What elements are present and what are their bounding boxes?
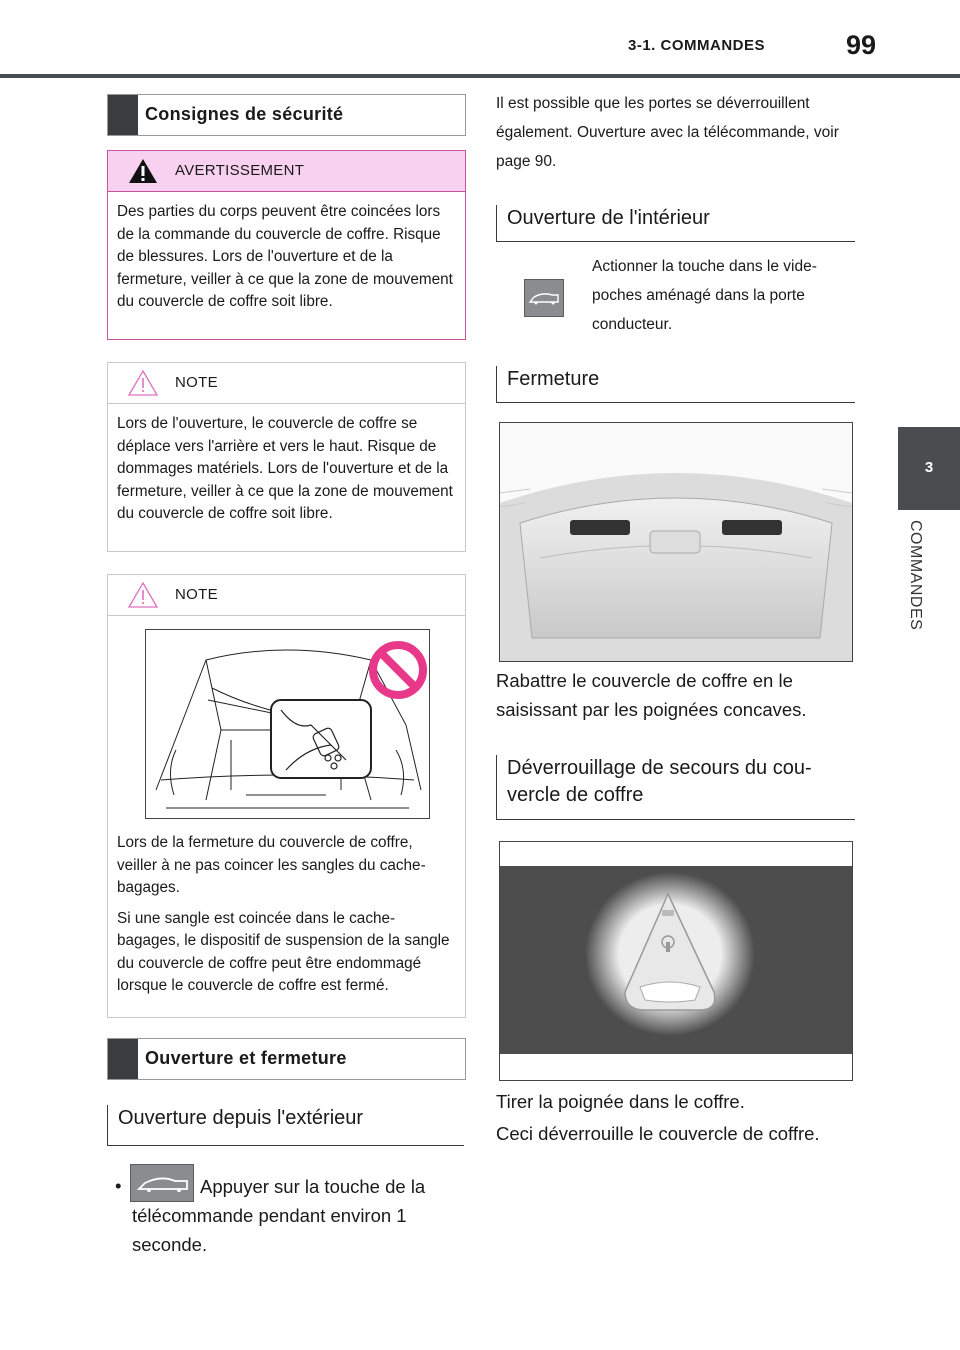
note-header <box>108 575 465 616</box>
note-box-straps <box>107 574 466 1018</box>
bullet-text: Appuyer sur la touche de la télécommande pendant environ 1 seconde. <box>132 1176 426 1255</box>
sub-heading-text: Ouverture depuis l'extérieur <box>118 1107 364 1129</box>
note-body <box>108 404 465 526</box>
section-heading-safety <box>107 94 466 136</box>
warning-body <box>108 192 465 314</box>
note-body <box>108 823 465 1006</box>
note-label: NOTE <box>175 586 218 603</box>
chapter-label: COMMANDES <box>907 520 924 631</box>
sub-heading-text: Fermeture <box>507 368 600 390</box>
note-text: Lors de l'ouverture, le couvercle de coffre se déplace vers l'arrière et vers le haut. Risque de dommages matériels. Lors de l'ouverture et de la fermeture, veiller à ce que la zone de mouvement du couvercle de coffre soit libre. <box>117 415 453 522</box>
heading-bar <box>108 1039 138 1079</box>
warning-header <box>108 151 465 192</box>
emergency-text-2: Ceci déverrouille le couvercle de coffre. <box>496 1123 820 1144</box>
sub-heading-closing <box>496 366 855 403</box>
page-number: 99 <box>846 30 877 60</box>
intro-text: Il est possible que les portes se déverrouillent également. Ouverture avec la télécommande, voir page 90. <box>496 95 839 170</box>
closing-text: Rabattre le couvercle de coffre en le saisissant par les poignées concaves. <box>496 670 807 720</box>
sub-heading-outside <box>107 1105 464 1146</box>
chapter-number: 3 <box>924 459 934 476</box>
strap-illustration <box>145 629 430 819</box>
bullet-mark: • <box>115 1175 122 1196</box>
header-rule <box>0 74 960 78</box>
trunk-lid-photo <box>499 422 853 662</box>
section-heading-open-close <box>107 1038 466 1080</box>
warning-triangle-icon <box>128 157 158 185</box>
note-text-2: Si une sangle est coincée dans le cache-bagages, le dispositif de suspension de la sangle du couvercle de coffre peut être endommagé lorsque le couvercle de coffre est fermé. <box>117 909 450 994</box>
car-trunk-icon <box>525 280 563 316</box>
note-label: NOTE <box>175 374 218 391</box>
chapter-tab[interactable] <box>898 427 960 510</box>
emergency-text-1: Tirer la poignée dans le coffre. <box>496 1091 745 1112</box>
caution-triangle-icon <box>128 581 158 609</box>
sub-heading-text: Déverrouillage de secours du couvercle de coffre <box>507 757 812 806</box>
note-text-1: Lors de la fermeture du couvercle de coffre, veiller à ne pas coincer les sangles du cache-bagages. <box>117 834 426 896</box>
trunk-lid-illustration <box>500 423 852 661</box>
sub-heading-inside <box>496 205 855 242</box>
warning-text: Des parties du corps peuvent être coincées lors de la commande du couvercle de coffre. Risque de blessures. Lors de l'ouverture et de la fermeture, veiller à ce que la zone de mouvement du couvercle de coffre soit libre. <box>117 203 453 310</box>
heading-text: Ouverture et fermeture <box>145 1048 347 1068</box>
emergency-handle-illustration <box>500 842 852 1080</box>
note-header <box>108 363 465 404</box>
sub-heading-text: Ouverture de l'intérieur <box>507 207 710 229</box>
trunk-button-icon <box>524 279 564 317</box>
note-box <box>107 362 466 552</box>
caution-triangle-icon <box>128 369 158 397</box>
heading-bar <box>108 95 138 135</box>
inside-text: Actionner la touche dans le vide-poches aménagé dans la porte conducteur. <box>592 258 817 333</box>
warning-label: AVERTISSEMENT <box>175 162 305 179</box>
trunk-strap-drawing <box>146 630 429 818</box>
sub-heading-emergency <box>496 755 855 820</box>
running-header: 3-1. COMMANDES <box>628 37 766 54</box>
warning-box <box>107 150 466 340</box>
emergency-handle-photo <box>499 841 853 1081</box>
heading-text: Consignes de sécurité <box>145 104 344 124</box>
